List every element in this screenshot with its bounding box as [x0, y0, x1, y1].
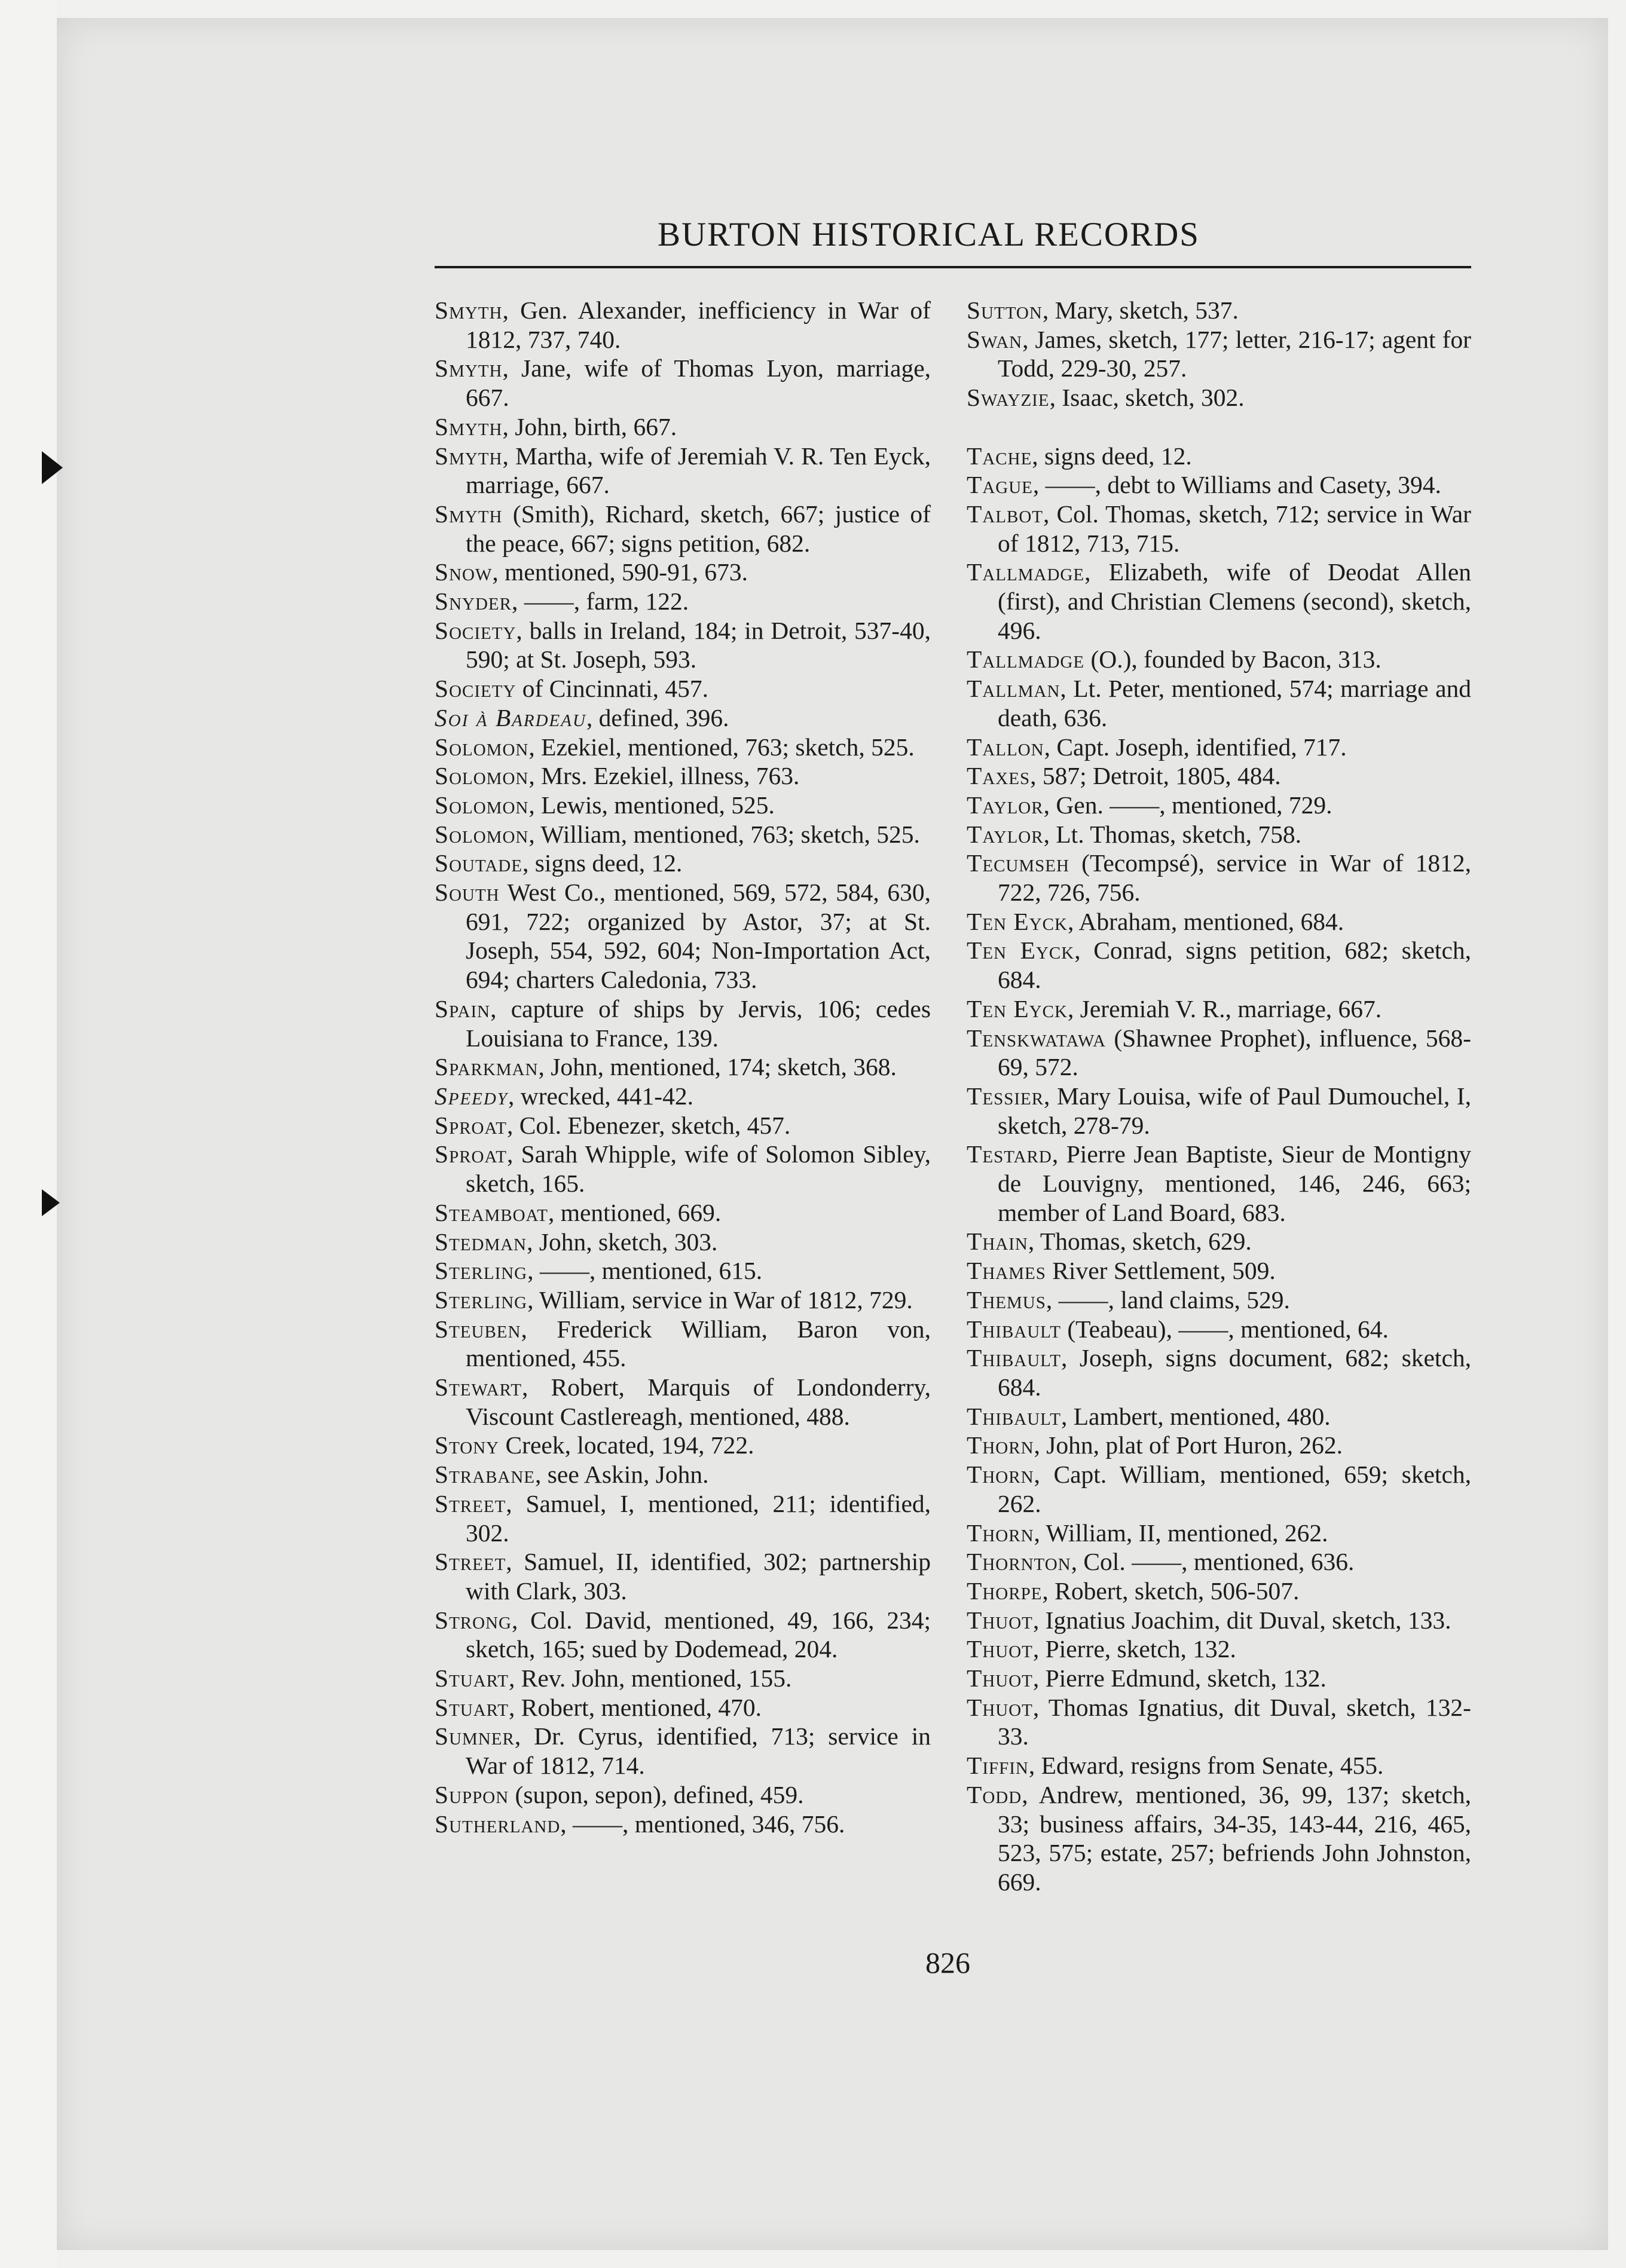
- index-entry-text: , Robert, mentioned, 470.: [509, 1693, 762, 1721]
- index-entry-text: , Capt. Joseph, identified, 717.: [1044, 733, 1347, 761]
- index-entry: [967, 1577, 1471, 1606]
- index-headword: Todd: [967, 1780, 1022, 1808]
- index-headword: Tague: [967, 471, 1033, 499]
- index-entry-text: , Isaac, sketch, 302.: [1049, 384, 1245, 412]
- index-entry-text: , Ignatius Joachim, dit Duval, sketch, 133.: [1032, 1606, 1451, 1634]
- index-headword: Tenskwatawa: [967, 1024, 1107, 1052]
- index-headword: Soi à Bardeau: [435, 703, 586, 731]
- index-entry-text: River Settlement, 509.: [1046, 1257, 1276, 1285]
- index-entry: [435, 994, 931, 1052]
- index-entry: [435, 1693, 931, 1722]
- index-entry: [435, 1256, 931, 1285]
- index-entry-text: , Samuel, II, identified, 302; partnership with Clark, 303.: [466, 1548, 931, 1605]
- index-entry-text: , mentioned, 590-91, 673.: [492, 558, 748, 586]
- index-entry-text: , Thomas Ignatius, dit Duval, sketch, 132-33.: [998, 1693, 1471, 1750]
- index-headword: Tallmadge: [967, 558, 1085, 586]
- index-headword: Thorn: [967, 1461, 1034, 1489]
- index-entry: [435, 558, 931, 587]
- index-headword: Sparkman: [435, 1053, 539, 1081]
- index-entry: [435, 674, 931, 703]
- index-headword: Themus: [967, 1285, 1046, 1314]
- index-entry: [967, 1431, 1471, 1460]
- index-headword: Stedman: [435, 1228, 527, 1256]
- index-entry-text: , Lt. Thomas, sketch, 758.: [1043, 820, 1302, 848]
- index-entry-text: , William, II, mentioned, 262.: [1034, 1519, 1328, 1547]
- index-headword: Thorn: [967, 1431, 1034, 1459]
- index-entry: [435, 1810, 931, 1839]
- index-headword: Thornton: [967, 1548, 1071, 1576]
- index-entry-text: , Andrew, mentioned, 36, 99, 137; sketch, 33; business affairs, 34-35, 143-44, 216, 465, 523, 575; estate, 257; befriends John Johnston, 669.: [998, 1780, 1471, 1896]
- index-entry: [967, 820, 1471, 849]
- index-entry-text: , Martha, wife of Jeremiah V. R. Ten Eyck, marriage, 667.: [466, 442, 931, 499]
- index-entry: [435, 1489, 931, 1547]
- index-headword: Thuot: [967, 1693, 1033, 1721]
- index-headword: Thuot: [967, 1606, 1033, 1634]
- index-entry-text: , balls in Ireland, 184; in Detroit, 537-40, 590; at St. Joseph, 593.: [466, 616, 931, 674]
- index-headword: Tallmadge: [967, 645, 1085, 674]
- index-entry-text: , James, sketch, 177; letter, 216-17; agent for Todd, 229-30, 257.: [998, 325, 1471, 382]
- index-headword: Tessier: [967, 1082, 1044, 1110]
- index-entry: [967, 1256, 1471, 1285]
- index-headword: Sproat: [435, 1111, 507, 1139]
- index-entry: [435, 1431, 931, 1460]
- index-entry: [435, 587, 931, 616]
- index-entry-text: , Gen. Alexander, inefficiency in War of 1812, 737, 740.: [466, 296, 931, 353]
- index-headword: Ten Eyck: [967, 907, 1068, 935]
- index-headword: Street: [435, 1548, 506, 1576]
- index-entry: [967, 296, 1471, 325]
- index-entry-text: (Teabeau), ——, mentioned, 64.: [1060, 1315, 1389, 1343]
- index-headword: Testard: [967, 1140, 1052, 1168]
- index-entry-text: , Col. ——, mentioned, 636.: [1071, 1548, 1355, 1576]
- index-headword: Smyth: [435, 500, 503, 528]
- index-headword: Tallon: [967, 733, 1044, 761]
- index-entry: [967, 1402, 1471, 1431]
- index-entry-text: , ——, land claims, 529.: [1046, 1285, 1290, 1314]
- index-entry: [435, 616, 931, 674]
- index-entry: [435, 1373, 931, 1431]
- index-entry: [967, 1751, 1471, 1780]
- index-entry: [435, 791, 931, 820]
- index-entry-text: , Mrs. Ezekiel, illness, 763.: [528, 762, 800, 790]
- index-entry-text: , Pierre, sketch, 132.: [1032, 1635, 1236, 1663]
- header-rule: [435, 266, 1471, 268]
- index-headword: Solomon: [435, 820, 529, 848]
- index-entry: [435, 703, 931, 733]
- index-headword: Steamboat: [435, 1198, 548, 1226]
- index-entry: [435, 1315, 931, 1373]
- index-headword: Smyth: [435, 296, 503, 324]
- index-entry: [967, 1547, 1471, 1577]
- index-column-left: [435, 296, 931, 1838]
- index-headword: Thain: [967, 1228, 1028, 1256]
- index-entry-text: , Elizabeth, wife of Deodat Allen (first), and Christian Clemens (second), sketch, 496.: [998, 558, 1471, 644]
- index-entry-text: , signs deed, 12.: [522, 849, 683, 877]
- index-headword: Thuot: [967, 1635, 1033, 1663]
- index-headword: Snyder: [435, 587, 512, 616]
- index-entry: [967, 936, 1471, 994]
- index-entry-text: , Robert, sketch, 506-507.: [1042, 1577, 1300, 1605]
- index-entry: [967, 1285, 1471, 1315]
- index-entry: [435, 761, 931, 791]
- index-entry-text: , John, sketch, 303.: [527, 1228, 718, 1256]
- index-entry: [967, 1460, 1471, 1518]
- index-entry: [435, 1722, 931, 1780]
- index-entry: [435, 849, 931, 878]
- index-entry: [967, 733, 1471, 762]
- index-entry-text: , Thomas, sketch, 629.: [1028, 1228, 1252, 1256]
- index-entry-text: (Shawnee Prophet), influence, 568-69, 572.: [998, 1024, 1471, 1081]
- index-entry: [435, 442, 931, 500]
- index-headword: Solomon: [435, 762, 529, 790]
- index-headword: Sumner: [435, 1722, 515, 1750]
- index-entry-text: , Samuel, I, mentioned, 211; identified, 302.: [466, 1489, 931, 1547]
- index-entry-text: , signs deed, 12.: [1032, 442, 1192, 470]
- index-entry: [967, 1343, 1471, 1401]
- index-headword: Smyth: [435, 442, 503, 470]
- index-entry: [435, 1082, 931, 1111]
- index-entry-text: , Abraham, mentioned, 684.: [1067, 907, 1344, 935]
- index-entry: [967, 383, 1471, 412]
- index-headword: Snow: [435, 558, 493, 586]
- index-entry-text: (Tecompsé), service in War of 1812, 722, 726, 756.: [998, 849, 1471, 907]
- index-entry-text: , Gen. ——, mentioned, 729.: [1043, 791, 1332, 819]
- index-entry-text: , William, service in War of 1812, 729.: [527, 1285, 913, 1314]
- index-entry: [967, 442, 1471, 471]
- index-headword: Thorn: [967, 1519, 1034, 1547]
- index-entry: [435, 820, 931, 849]
- index-headword: Tiffin: [967, 1752, 1029, 1780]
- index-entry: [435, 1198, 931, 1228]
- index-entry-text: , Sarah Whipple, wife of Solomon Sibley, sketch, 165.: [466, 1140, 931, 1198]
- index-entry: [967, 674, 1471, 732]
- index-entry-text: , Col. David, mentioned, 49, 166, 234; sketch, 165; sued by Dodemead, 204.: [466, 1606, 931, 1663]
- index-headword: Soutade: [435, 849, 522, 877]
- index-entry-text: , Pierre Edmund, sketch, 132.: [1032, 1664, 1327, 1692]
- index-headword: Street: [435, 1489, 506, 1517]
- index-entry: [967, 470, 1471, 500]
- index-entry-text: , ——, farm, 122.: [511, 587, 689, 616]
- index-headword: Ten Eyck: [967, 994, 1068, 1023]
- index-entry: [435, 1228, 931, 1257]
- index-entry-text: , Lt. Peter, mentioned, 574; marriage and death, 636.: [998, 675, 1471, 731]
- index-headword: Solomon: [435, 733, 529, 761]
- index-entry-text: , William, mentioned, 763; sketch, 525.: [528, 820, 920, 848]
- index-entry-text: , Rev. John, mentioned, 155.: [509, 1664, 792, 1692]
- index-entry-text: Creek, located, 194, 722.: [499, 1431, 754, 1459]
- index-headword: Swayzie: [967, 384, 1050, 412]
- index-headword: Swan: [967, 325, 1023, 353]
- index-entry-text: , mentioned, 669.: [548, 1198, 722, 1226]
- index-entry-text: , Jane, wife of Thomas Lyon, marriage, 667.: [466, 354, 931, 412]
- index-headword: Suppon: [435, 1780, 509, 1808]
- index-headword: Sutherland: [435, 1810, 561, 1838]
- index-entry: [435, 296, 931, 354]
- index-entry: [435, 878, 931, 994]
- index-entry-text: , Conrad, signs petition, 682; sketch, 684.: [998, 936, 1472, 994]
- index-entry: [967, 1082, 1471, 1140]
- index-headword: Sproat: [435, 1140, 507, 1168]
- index-entry-text: , wrecked, 441-42.: [508, 1082, 693, 1110]
- index-entry-text: , defined, 396.: [586, 703, 729, 731]
- index-entry-text: (Smith), Richard, sketch, 667; justice of the peace, 667; signs petition, 682.: [466, 500, 931, 557]
- index-headword: Taylor: [967, 791, 1044, 819]
- index-entry-text: , Dr. Cyrus, identified, 713; service in War of 1812, 714.: [466, 1722, 931, 1780]
- index-headword: Stony: [435, 1431, 500, 1459]
- index-entry: [967, 761, 1471, 791]
- index-entry: [435, 733, 931, 762]
- index-entry: [967, 1024, 1471, 1082]
- index-entry-text: , Lambert, mentioned, 480.: [1060, 1402, 1331, 1430]
- index-headword: Society: [435, 675, 516, 703]
- index-entry: [435, 1460, 931, 1489]
- index-entry: [435, 500, 931, 558]
- index-headword: Steuben: [435, 1315, 521, 1343]
- index-headword: Strabane: [435, 1461, 536, 1489]
- index-headword: Stewart: [435, 1373, 522, 1401]
- index-entry: [967, 1693, 1471, 1751]
- index-entry-text: West Co., mentioned, 569, 572, 584, 630, 691, 722; organized by Astor, 37; at St. Joseph, 554, 592, 604; Non-Importation Act, 694; charters Caledonia, 733.: [466, 879, 931, 994]
- index-entry-text: , Mary, sketch, 537.: [1042, 296, 1239, 324]
- index-entry: [435, 354, 931, 412]
- index-headword: Stuart: [435, 1693, 509, 1721]
- index-entry: [435, 1285, 931, 1315]
- index-headword: Thibault: [967, 1315, 1061, 1343]
- index-headword: South: [435, 879, 500, 907]
- index-entry-text: , John, plat of Port Huron, 262.: [1034, 1431, 1343, 1459]
- index-headword: Thames: [967, 1257, 1046, 1285]
- index-entry: [967, 1140, 1471, 1227]
- index-entry: [967, 558, 1471, 645]
- index-entry-text: , Joseph, signs document, 682; sketch, 684.: [998, 1344, 1471, 1401]
- index-headword: Sterling: [435, 1257, 528, 1285]
- index-headword: Thuot: [967, 1664, 1033, 1692]
- index-entry-text: , ——, mentioned, 615.: [527, 1257, 763, 1285]
- index-entry: [967, 1780, 1471, 1897]
- index-headword: Smyth: [435, 412, 503, 440]
- index-entry: [435, 1664, 931, 1693]
- index-headword: Stuart: [435, 1664, 509, 1692]
- index-entry-text: , John, birth, 667.: [502, 412, 677, 440]
- index-entry: [967, 994, 1471, 1024]
- index-headword: Spain: [435, 994, 491, 1023]
- index-entry-text: , 587; Detroit, 1805, 484.: [1030, 762, 1281, 790]
- index-entry: [435, 1111, 931, 1140]
- index-entry: [435, 412, 931, 442]
- index-headword: Thorpe: [967, 1577, 1043, 1605]
- index-headword: Tache: [967, 442, 1032, 470]
- index-entry-text: , see Askin, John.: [535, 1461, 709, 1489]
- index-entry-text: , Pierre Jean Baptiste, Sieur de Montigny de Louvigny, mentioned, 146, 246, 663; member of Land Board, 683.: [998, 1140, 1471, 1226]
- index-headword: Speedy: [435, 1082, 508, 1110]
- index-entry: [967, 1635, 1471, 1664]
- index-entry: [967, 325, 1471, 383]
- index-entry-text: , Frederick William, Baron von, mentioned, 455.: [466, 1315, 931, 1372]
- index-entry-text: , Ezekiel, mentioned, 763; sketch, 525.: [528, 733, 915, 761]
- index-entry: [435, 1780, 931, 1810]
- index-entry: [435, 1547, 931, 1605]
- index-entry: [967, 500, 1471, 558]
- index-entry: [967, 1606, 1471, 1635]
- index-entry: [967, 849, 1471, 907]
- index-headword: Solomon: [435, 791, 529, 819]
- index-headword: Taylor: [967, 820, 1044, 848]
- index-headword: Thibault: [967, 1344, 1061, 1372]
- index-entry-text: (O.), founded by Bacon, 313.: [1084, 645, 1382, 674]
- index-entry: [435, 1606, 931, 1664]
- index-headword: Ten Eyck: [967, 936, 1075, 965]
- index-headword: Tallman: [967, 675, 1060, 703]
- index-headword: Society: [435, 616, 516, 644]
- index-entry: [967, 1227, 1471, 1256]
- index-entry-text: , Col. Thomas, sketch, 712; service in War of 1812, 713, 715.: [998, 500, 1471, 557]
- scan-left-margin: [0, 0, 57, 2268]
- index-entry-text: , ——, mentioned, 346, 756.: [560, 1810, 845, 1838]
- running-header: BURTON HISTORICAL RECORDS: [658, 216, 1200, 253]
- index-headword: Strong: [435, 1606, 512, 1634]
- index-entry-text: , Robert, Marquis of Londonderry, Viscount Castlereagh, mentioned, 488.: [466, 1373, 931, 1430]
- index-entry-text: , John, mentioned, 174; sketch, 368.: [538, 1053, 897, 1081]
- index-entry-text: (supon, sepon), defined, 459.: [509, 1780, 804, 1808]
- index-entry: [435, 1140, 931, 1198]
- index-headword: Sutton: [967, 296, 1043, 324]
- index-entry: [435, 1052, 931, 1082]
- index-column-right: [967, 296, 1471, 1897]
- index-entry: [967, 645, 1471, 674]
- index-entry-text: , capture of ships by Jervis, 106; cedes Louisiana to France, 139.: [466, 994, 931, 1052]
- index-entry-text: , Edward, resigns from Senate, 455.: [1028, 1752, 1384, 1780]
- page-number: 826: [925, 1946, 970, 1979]
- index-headword: Smyth: [435, 354, 503, 382]
- index-headword: Thibault: [967, 1402, 1061, 1430]
- index-headword: Taxes: [967, 762, 1031, 790]
- index-entry-text: , Mary Louisa, wife of Paul Dumouchel, I, sketch, 278-79.: [998, 1082, 1471, 1139]
- index-entry: [967, 1664, 1471, 1693]
- index-headword: Talbot: [967, 500, 1044, 528]
- index-entry-text: of Cincinnati, 457.: [516, 675, 708, 703]
- index-entry-text: , Col. Ebenezer, sketch, 457.: [506, 1111, 791, 1139]
- index-entry-text: , Lewis, mentioned, 525.: [528, 791, 775, 819]
- index-entry: [967, 1315, 1471, 1344]
- index-entry-text: , Jeremiah V. R., marriage, 667.: [1067, 994, 1382, 1023]
- index-entry-text: , ——, debt to Williams and Casety, 394.: [1032, 471, 1441, 499]
- index-entry: [967, 1519, 1471, 1548]
- index-entry-text: , Capt. William, mentioned, 659; sketch, 262.: [998, 1461, 1471, 1517]
- index-headword: Sterling: [435, 1285, 528, 1314]
- index-entry: [967, 791, 1471, 820]
- index-headword: Tecumseh: [967, 849, 1069, 877]
- index-entry: [967, 907, 1471, 936]
